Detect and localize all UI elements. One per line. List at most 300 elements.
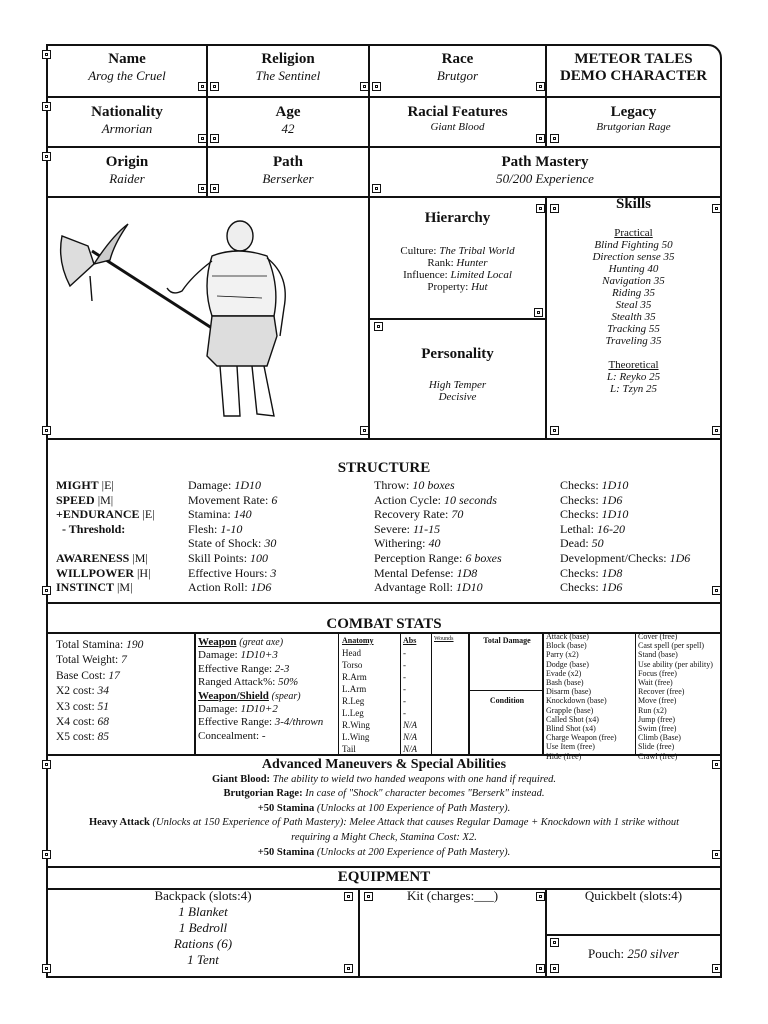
legacy-label: Legacy (610, 104, 657, 120)
weapon-stat-key: Damage: (198, 649, 238, 662)
attribute-label: +ENDURANCE (56, 507, 140, 522)
structure-col-2 (188, 478, 368, 595)
abs-value: - (403, 672, 406, 682)
condition-field[interactable] (472, 696, 542, 705)
skill-item: Riding 35 (611, 287, 656, 299)
action-list-2 (638, 632, 720, 761)
combat-title (48, 616, 720, 633)
divider (48, 96, 720, 98)
action-item: Slide (free) (638, 742, 675, 752)
stat-key: State of Shock: (188, 536, 262, 551)
structure-col-4 (560, 478, 720, 595)
quickbelt-label: Quickbelt (slots:4) (584, 888, 683, 903)
stat-value: 1D10 (601, 507, 629, 522)
attribute-row (56, 522, 186, 537)
stat-value: 16-20 (596, 521, 625, 536)
nationality-label: Nationality (91, 104, 163, 120)
stat-key: Perception Range: (374, 550, 463, 565)
theoretical-label: Theoretical (608, 359, 659, 371)
stat-row (188, 551, 368, 566)
ability-row (48, 846, 720, 861)
action-item: Blind Shot (x4) (546, 724, 596, 734)
action-item: Grapple (base) (546, 705, 594, 715)
stat-key: Mental Defense: (374, 565, 454, 580)
stat-row (188, 536, 368, 551)
combat-stat-key: Base Cost: (56, 669, 106, 682)
divider (48, 602, 720, 604)
corner-knob (536, 204, 545, 213)
divider (635, 634, 636, 754)
anatomy-label: Anatomy (342, 636, 374, 645)
ability-text: (Unlocks at 100 Experience of Path Mastery). (316, 802, 511, 814)
racial-features-label: Racial Features (407, 104, 508, 120)
action-item: Wait (free) (638, 678, 673, 688)
stat-row (560, 551, 720, 566)
nationality-field[interactable] (48, 104, 206, 137)
combat-stat-row (56, 638, 194, 653)
anatomy-part: Torso (342, 660, 363, 670)
attribute-grade: |M| (117, 580, 133, 595)
action-item: Cast spell (per spell) (638, 641, 704, 651)
corner-knob (364, 892, 373, 901)
skill-item: Blind Fighting 50 (594, 239, 673, 251)
influence-row (370, 269, 545, 281)
total-damage-label: Total Damage (483, 636, 531, 645)
corner-knob (712, 426, 721, 435)
kit-label: Kit (charges:___) (406, 888, 499, 903)
weapon-stat-value: 50% (278, 676, 299, 689)
stat-value: 1D6 (601, 492, 623, 507)
combat-stat-row (56, 653, 194, 668)
stat-row (188, 507, 368, 522)
weapon-block (198, 636, 338, 743)
shield-heading (198, 690, 338, 703)
attribute-row (56, 507, 186, 522)
stat-value: 6 (271, 492, 278, 507)
origin-value: Raider (109, 171, 145, 186)
stat-row (188, 580, 368, 595)
divider (547, 934, 720, 936)
action-item: Disarm (base) (546, 687, 592, 697)
stat-row (560, 478, 720, 493)
legacy-value: Brutgorian Rage (596, 121, 671, 133)
stat-key: Advantage Roll: (374, 580, 453, 595)
action-item: Knockdown (base) (546, 696, 607, 706)
stat-value: 1D8 (601, 565, 623, 580)
stat-key: Damage: (188, 478, 232, 492)
skill-item: Tracking 55 (607, 323, 660, 335)
abs-column (403, 635, 431, 755)
stat-value: 40 (428, 536, 441, 551)
religion-field[interactable] (208, 51, 368, 84)
shield-type: (spear) (271, 690, 301, 702)
stat-key: Lethal: (560, 521, 594, 536)
culture-label: Culture: (400, 245, 437, 257)
stat-value: 50 (591, 536, 604, 551)
weapon-stat-key: Damage: (198, 703, 238, 716)
ability-row (48, 802, 720, 817)
action-item: Block (base) (546, 641, 587, 651)
corner-knob (198, 134, 207, 143)
stat-key: Action Cycle: (374, 492, 441, 507)
pouch-field[interactable] (547, 946, 720, 962)
wounds-column[interactable] (434, 636, 468, 642)
stat-row (188, 522, 368, 537)
race-label: Race (441, 51, 474, 67)
corner-knob (712, 204, 721, 213)
personality-trait: Decisive (438, 391, 477, 403)
property-value: Hut (471, 281, 488, 293)
corner-knob (42, 152, 51, 161)
backpack-field[interactable] (48, 888, 358, 968)
personality-trait: High Temper (428, 379, 487, 391)
action-item: Charge Weapon (free) (546, 733, 617, 743)
skill-item: Traveling 35 (605, 335, 662, 347)
weapon-type: (great axe) (239, 637, 284, 648)
stat-row (374, 580, 554, 595)
racial-features-field[interactable] (370, 104, 545, 133)
abs-value: N/A (403, 744, 418, 754)
ability-text: The ability to wield two handed weapons with one hand if required. (272, 773, 556, 785)
skill-item: Navigation 35 (602, 275, 665, 287)
stat-row (374, 478, 554, 493)
attribute-row (56, 478, 186, 493)
skills-title: Skills (615, 196, 652, 212)
abs-value: - (403, 708, 406, 718)
corner-knob (372, 82, 381, 91)
ability-row (48, 773, 720, 788)
weapon-label: Weapon (198, 636, 237, 648)
combat-stat-value: 190 (126, 639, 144, 651)
corner-knob (42, 586, 51, 595)
stat-value: 6 boxes (465, 550, 502, 565)
culture-value: The Tribal World (439, 245, 515, 257)
combat-stat-key: X3 cost: (56, 700, 95, 713)
abs-value: N/A (403, 732, 418, 742)
stat-row (560, 493, 720, 508)
backpack-item: 1 Bedroll (178, 920, 228, 935)
stat-key: Checks: (560, 565, 599, 580)
ability-text: (Unlocks at 200 Experience of Path Mastery). (316, 846, 511, 858)
attribute-row (56, 551, 186, 566)
anatomy-part: L.Arm (342, 684, 367, 694)
attribute-row (56, 580, 186, 595)
weapon-stat-row (198, 703, 338, 716)
combat-stat-value: 51 (97, 700, 110, 713)
action-item: Run (x2) (638, 705, 667, 715)
attribute-grade: |M| (97, 492, 114, 507)
stat-value: 70 (451, 507, 464, 522)
action-item: Climb (Base) (638, 733, 681, 743)
abs-value: - (403, 684, 406, 694)
race-field[interactable] (370, 51, 545, 84)
ability-row (48, 787, 720, 802)
stat-key: Action Roll: (188, 580, 248, 595)
quickbelt-field[interactable] (547, 888, 720, 904)
corner-knob (550, 938, 559, 947)
corner-knob (550, 204, 559, 213)
attribute-label: WILLPOWER (56, 565, 135, 580)
stat-row (560, 507, 720, 522)
weapon-stat-key: Effective Range: (198, 662, 273, 675)
attribute-label: AWARENESS (56, 550, 130, 565)
culture-row (370, 245, 545, 257)
action-item: Bash (base) (546, 678, 584, 688)
weapon-stat-row (198, 730, 338, 743)
corner-knob (344, 892, 353, 901)
corner-knob (536, 134, 545, 143)
path-value: Berserker (262, 171, 314, 186)
backpack-item: Rations (6) (173, 936, 233, 951)
path-field[interactable] (208, 154, 368, 187)
age-field[interactable] (208, 104, 368, 137)
divider (48, 866, 720, 868)
attribute-label: - Threshold: (62, 521, 126, 536)
corner-knob (42, 102, 51, 111)
stat-row (374, 507, 554, 522)
action-item: Swim (free) (638, 724, 677, 734)
skill-item: L: Tzyn 25 (609, 383, 658, 395)
path-mastery-value: 50/200 Experience (496, 171, 594, 186)
corner-knob (198, 82, 207, 91)
age-label: Age (275, 104, 301, 120)
stat-value: 100 (250, 550, 269, 565)
pouch-label: Pouch: (587, 946, 625, 961)
corner-knob (536, 892, 545, 901)
corner-knob (42, 50, 51, 59)
ability-text: In case of "Shock" character becomes "Berserk" instead. (305, 788, 545, 800)
stat-value: 1D10 (234, 478, 261, 492)
origin-label: Origin (105, 154, 149, 170)
action-item: Hide (free) (546, 751, 582, 761)
skills-section (547, 196, 720, 395)
stat-row (560, 580, 720, 595)
stat-value: 1D10 (601, 478, 629, 492)
corner-knob (360, 82, 369, 91)
weapon-stat-key: Ranged Attack%: (198, 676, 276, 689)
combat-stat-row (56, 669, 194, 684)
stat-key: Dead: (560, 536, 589, 551)
racial-features-value: Giant Blood (430, 121, 485, 133)
religion-value: The Sentinel (255, 68, 321, 83)
ability-text: (Unlocks at 150 Experience of Path Mastery): Melee Attack that causes Regular Damage + Knockdown with 1 strike without (152, 817, 680, 829)
path-mastery-label: Path Mastery (501, 154, 589, 170)
divider (338, 634, 339, 754)
weapon-stat-value: 1D10+2 (240, 703, 278, 716)
anatomy-part: R.Wing (342, 720, 370, 730)
action-item: Use Item (free) (546, 742, 595, 752)
corner-knob (42, 426, 51, 435)
divider (468, 634, 470, 754)
religion-label: Religion (261, 51, 315, 67)
abilities-title: Advanced Maneuvers & Special Abilities (261, 757, 507, 772)
practical-label: Practical (614, 227, 653, 239)
path-mastery-field[interactable] (370, 154, 720, 187)
attribute-row (56, 536, 186, 551)
stat-row (374, 522, 554, 537)
corner-knob (42, 850, 51, 859)
weapon-stat-row (198, 649, 338, 662)
attribute-grade: |E| (142, 507, 155, 522)
stat-key: Development/Checks: (560, 550, 667, 565)
attribute-grade: |E| (101, 478, 114, 492)
corner-knob (360, 426, 369, 435)
anatomy-part: L.Leg (342, 708, 364, 718)
corner-knob (344, 964, 353, 973)
condition-label: Condition (489, 696, 525, 705)
name-label: Name (108, 51, 146, 67)
combat-stat-value: 34 (97, 685, 110, 698)
stat-key: Checks: (560, 492, 599, 507)
stat-value: 3 (270, 565, 277, 580)
nationality-value: Armorian (101, 121, 153, 136)
legacy-field[interactable] (547, 104, 720, 133)
ability-label: Giant Blood: (212, 773, 271, 785)
rank-label: Rank: (427, 257, 454, 269)
stat-row (188, 493, 368, 508)
stat-row (560, 522, 720, 537)
backpack-item: 1 Tent (187, 952, 219, 967)
weapon-stat-key: Effective Range: (198, 716, 273, 729)
stat-value: 140 (233, 507, 252, 522)
stat-row (374, 551, 554, 566)
skill-item: Direction sense 35 (592, 251, 675, 263)
stat-row (374, 536, 554, 551)
influence-label: Influence: (403, 269, 448, 281)
title-line-2: DEMO CHARACTER (559, 68, 708, 84)
wounds-label: Wounds (434, 636, 454, 642)
corner-knob (712, 586, 721, 595)
divider (431, 634, 432, 754)
divider (370, 318, 545, 320)
action-item: Dodge (base) (546, 659, 589, 669)
action-item: Attack (base) (546, 632, 589, 641)
combat-stat-value: 85 (97, 731, 110, 744)
stat-value: 10 boxes (412, 478, 455, 492)
ability-label: +50 Stamina (257, 802, 315, 814)
structure-col-3 (374, 478, 554, 595)
divider (542, 634, 544, 754)
hierarchy-title: Hierarchy (424, 210, 491, 226)
weapon-stat-value: 1D10+3 (240, 649, 278, 662)
action-item: Use ability (per ability) (638, 659, 713, 669)
action-item: Crawl (free) (638, 751, 678, 761)
kit-field[interactable] (360, 888, 545, 904)
abs-value: - (403, 648, 406, 658)
combat-stat-key: X2 cost: (56, 685, 95, 698)
path-label: Path (273, 154, 303, 170)
stat-value: 30 (264, 536, 277, 551)
stat-row (374, 493, 554, 508)
corner-knob (536, 964, 545, 973)
stat-key: Movement Rate: (188, 492, 269, 507)
combat-stat-value: 7 (121, 654, 127, 667)
name-field[interactable] (48, 51, 206, 84)
brutgor-berserker-illustration (52, 216, 352, 426)
sheet-title (547, 51, 720, 85)
personality-section (370, 346, 545, 403)
skill-item: Steal 35 (615, 299, 652, 311)
title-line-1: METEOR TALES (574, 51, 693, 67)
weapon-stat-row (198, 716, 338, 729)
anatomy-part: L.Wing (342, 732, 370, 742)
combat-stat-key: Total Stamina: (56, 639, 124, 651)
action-item: Recover (free) (638, 687, 685, 697)
weapon-stat-value: 3-4/thrown (274, 716, 324, 729)
action-list-1 (546, 632, 634, 761)
character-sheet (46, 44, 722, 978)
abs-label: Abs (403, 636, 417, 645)
attribute-row (56, 493, 186, 508)
combat-stat-row (56, 730, 194, 745)
total-damage-field[interactable] (472, 636, 542, 645)
stat-key: Withering: (374, 536, 426, 551)
stat-key: Checks: (560, 478, 599, 492)
backpack-item: 1 Blanket (178, 904, 228, 919)
corner-knob (210, 184, 219, 193)
corner-knob (712, 964, 721, 973)
combat-stat-key: X4 cost: (56, 716, 95, 729)
anatomy-part: R.Arm (342, 672, 367, 682)
combat-stat-key: X5 cost: (56, 731, 95, 744)
skill-item: Hunting 40 (608, 263, 659, 275)
skill-item: L: Reyko 25 (606, 371, 661, 383)
corner-knob (550, 426, 559, 435)
corner-knob (534, 308, 543, 317)
divider (194, 634, 196, 754)
stat-value: 1D6 (250, 580, 272, 595)
origin-field[interactable] (48, 154, 206, 187)
corner-knob (210, 134, 219, 143)
abilities-section (48, 758, 720, 860)
attribute-grade: |M| (132, 550, 148, 565)
weapon-stat-value: 2-3 (274, 662, 290, 675)
divider (400, 634, 401, 754)
stat-key: Flesh: (188, 521, 218, 536)
equipment-title (48, 869, 720, 886)
structure-title (48, 460, 720, 477)
corner-knob (42, 964, 51, 973)
name-value: Arog the Cruel (88, 68, 166, 83)
corner-knob (550, 964, 559, 973)
combat-stat-key: Total Weight: (56, 654, 119, 667)
skill-item: Stealth 35 (611, 311, 656, 323)
equipment-title-text: EQUIPMENT (337, 869, 431, 885)
stat-row (560, 536, 720, 551)
anatomy-column (342, 635, 400, 755)
weapon-stat-row (198, 676, 338, 689)
ability-label: Brutgorian Rage: (223, 788, 303, 800)
rank-row (370, 257, 545, 269)
stat-value: 1D6 (601, 580, 623, 595)
corner-knob (198, 184, 207, 193)
rank-value: Hunter (456, 257, 488, 269)
stat-row (560, 566, 720, 581)
divider (48, 438, 720, 440)
stat-value: 10 seconds (443, 492, 497, 507)
stat-value: 1-10 (220, 521, 243, 536)
ability-text: requiring a Might Check, Stamina Cost: X2. (291, 831, 477, 843)
combat-stat-list (56, 638, 194, 746)
action-item: Evade (x2) (546, 668, 582, 678)
action-item: Cover (free) (638, 632, 678, 641)
ability-row (48, 816, 720, 831)
backpack-label: Backpack (slots:4) (154, 888, 252, 903)
stat-value: 11-15 (412, 521, 441, 536)
corner-knob (42, 760, 51, 769)
corner-knob (550, 134, 559, 143)
combat-stat-value: 68 (97, 716, 110, 729)
